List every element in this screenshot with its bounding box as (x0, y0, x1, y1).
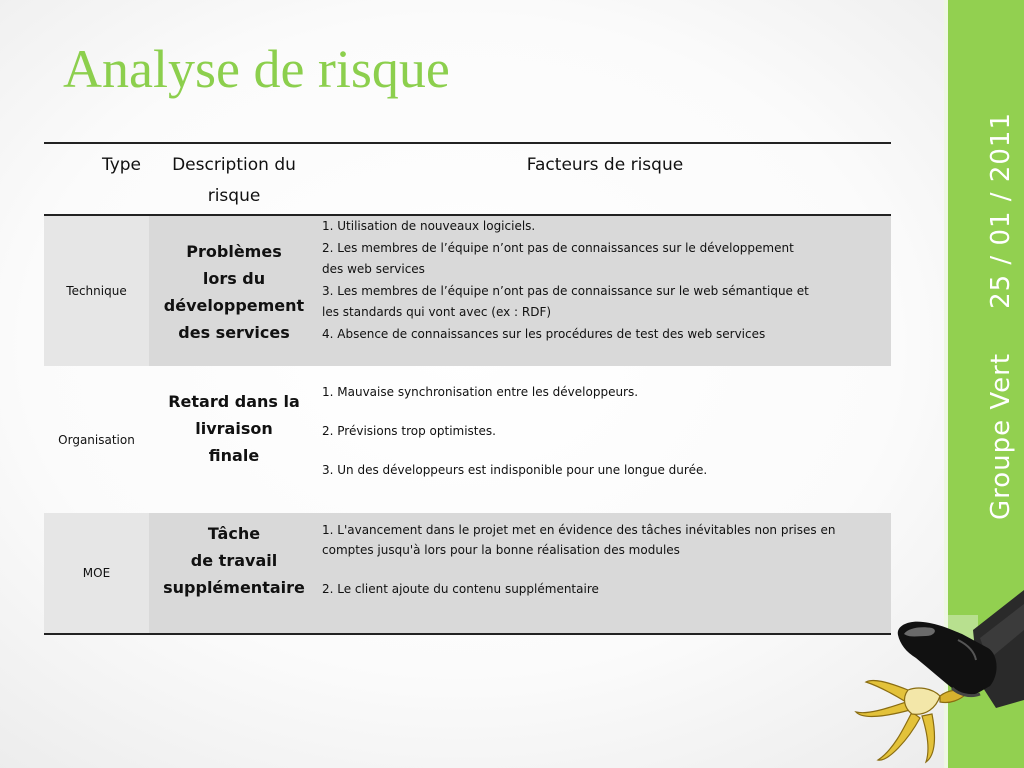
description-line: Tâche (207, 524, 261, 543)
table-row-technique (44, 215, 891, 366)
sidebar-caption (986, 112, 1016, 520)
factor-item: 1. L'avancement dans le projet met en évidence des tâches inévitables non prises en comptes jusqu'à lors pour la bonne réalisation des modules (322, 523, 836, 557)
table-row-organisation (44, 366, 891, 513)
factor-item: 1. Mauvaise synchronisation entre les développeurs. (322, 385, 639, 399)
description-line: lors du (202, 269, 266, 288)
description-line: Problèmes (186, 242, 282, 261)
description-line: Retard dans la (168, 392, 300, 411)
row-factors (319, 513, 891, 634)
description-line: livraison (195, 419, 273, 438)
risk-table (44, 142, 891, 635)
slide-date: 25 / 01 / 2011 (986, 112, 1016, 309)
row-type: Technique (44, 215, 149, 366)
row-type: Organisation (58, 432, 135, 447)
header-type: Type (44, 143, 149, 215)
table-header-row (44, 143, 891, 215)
factor-item: les standards qui vont avec (ex : RDF) (322, 305, 552, 319)
description-line: de travail (190, 551, 278, 570)
slide-title: Analyse de risque (63, 39, 450, 99)
banana-peel (856, 680, 966, 762)
row-description (149, 366, 319, 513)
factor-item: 3. Un des développeurs est indisponible pour une longue durée. (322, 463, 708, 477)
factor-item: 3. Les membres de l’équipe n’ont pas de connaissance sur le web sémantique et (322, 283, 809, 298)
description-line: des services (178, 323, 290, 342)
factor-item: 2. Prévisions trop optimistes. (322, 424, 496, 438)
factor-item: 2. Les membres de l’équipe n’ont pas de connaissances sur le développement (322, 240, 794, 255)
table-row-moe (44, 513, 891, 634)
shoe-stepping-on-banana-peel-icon (848, 590, 1024, 768)
row-factors (319, 215, 891, 366)
row-description (149, 513, 319, 634)
row-type: MOE (44, 513, 149, 634)
description-line: développement (163, 296, 305, 315)
description-line: finale (208, 446, 260, 465)
factor-item: des web services (322, 262, 425, 276)
header-description (149, 143, 319, 215)
row-description (149, 215, 319, 366)
row-factors (319, 366, 891, 513)
header-description-line: Description du (172, 155, 296, 175)
description-line: supplémentaire (163, 578, 305, 597)
factor-item: 1. Utilisation de nouveaux logiciels. (322, 219, 536, 233)
factor-item: 4. Absence de connaissances sur les procédures de test des web services (322, 326, 766, 341)
header-factors: Facteurs de risque (319, 143, 891, 215)
factor-item: 2. Le client ajoute du contenu supplémentaire (322, 582, 599, 596)
group-name: Groupe Vert (986, 352, 1016, 520)
header-description-line: risque (207, 186, 261, 206)
